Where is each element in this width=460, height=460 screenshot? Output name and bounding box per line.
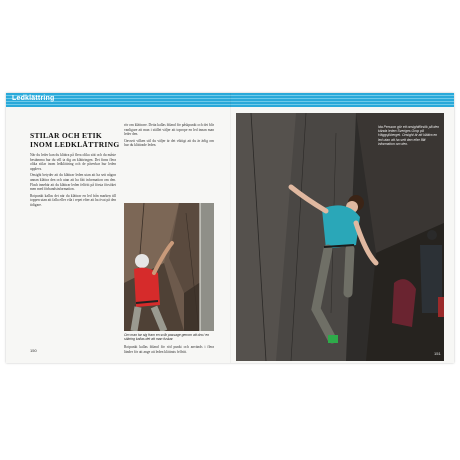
chapter-heading xyxy=(30,131,130,149)
paragraph: När du leder kan du klättra på flera olika sätt och du måste bestämma hur du vill ta dig an klättringen. Det finns flera olika stilar inom ledklättring och de påverkar hur leden upplevs. xyxy=(30,153,116,171)
page-number-right: 151 xyxy=(434,351,441,356)
paragraph: Rotpunkt kallas det när du klättrar en led från marken till toppen utan att falla eller vila i repet efter att ha övat på den tidigare. xyxy=(30,193,116,207)
paragraph: Oavsett vilken stil du väljer är det viktigt att du är ärlig om hur du klättrade leden. xyxy=(124,138,214,148)
climber-photo-large xyxy=(236,113,444,361)
paragraph: Onsight betyder att du klättrar leden utan att ha sett någon annan klättra den och utan att ha fått information om den. Flash innebär att du klättrar leden felfritt på första försöket men med förhandsinformation. xyxy=(30,173,116,192)
climber-photo-small xyxy=(124,203,214,331)
text-column-b2 xyxy=(124,345,214,356)
heading-line-1: STILAR OCH ETIK xyxy=(30,131,103,140)
page-number-left: 150 xyxy=(30,348,37,353)
paragraph: rör om klättrare. Detta kallas ibland för påskpunkt och det blir vanligare att man i stället väljer att toprope en led innan man leder den. xyxy=(124,123,214,137)
book-spine xyxy=(230,93,231,363)
text-column-a xyxy=(30,153,116,210)
section-label: Ledklättring xyxy=(12,95,55,102)
text-column-b xyxy=(124,123,214,150)
photo-caption-small: Om man tar sig fram en svår passage genom att dra i en säkring kallas det att man fuskar. xyxy=(124,333,209,342)
photo-caption-large: Ida Persson gör ett onsightförsök på den kända leden Sveriges Grop på Häggsjöberget. Onsight är att klättra en led utan att ha sett den eller fått information om den. xyxy=(378,125,440,146)
paragraph: Rotpunkt kallas ibland för röd punkt och används i flera länder för att ange att leden klättrats felfritt. xyxy=(124,345,214,354)
book-spread xyxy=(6,93,454,363)
heading-line-2: INOM LEDKLÄTTRING xyxy=(30,140,120,149)
